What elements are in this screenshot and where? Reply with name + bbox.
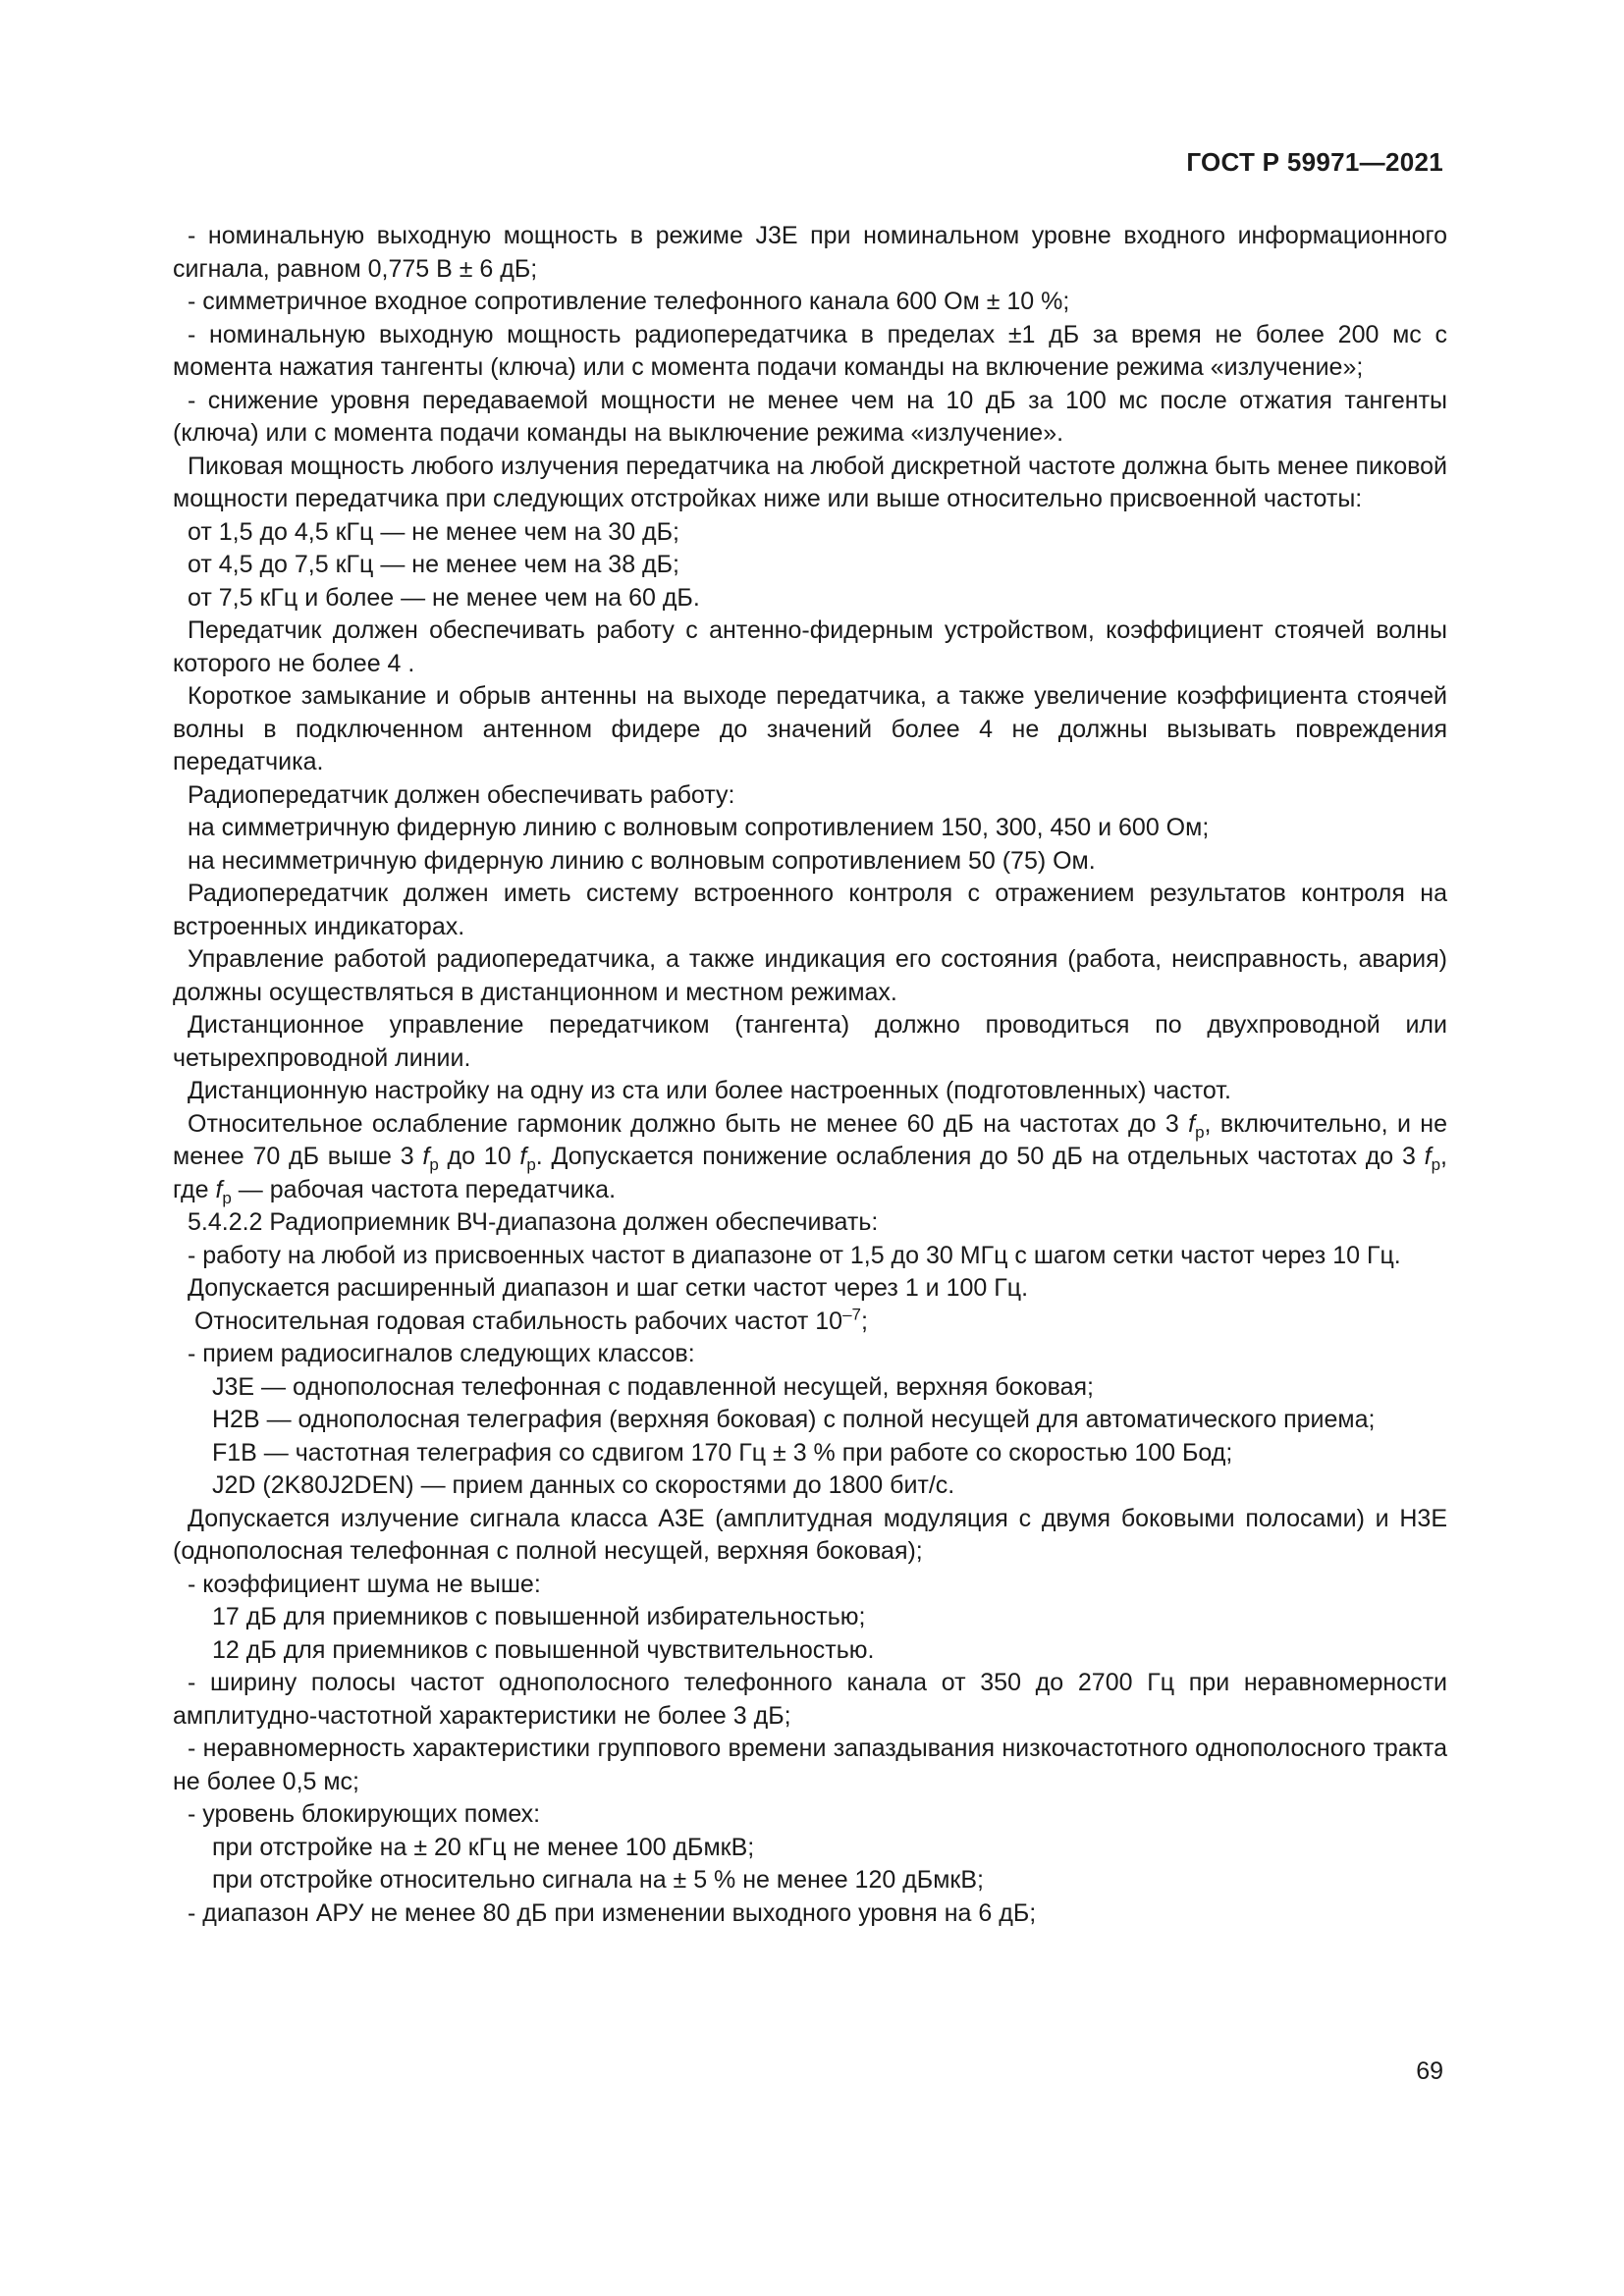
list-item: 17 дБ для приемников с повышенной избирательностью; xyxy=(212,1603,866,1630)
list-item: - симметричное входное сопротивление телефонного канала 600 Ом ± 10 %; xyxy=(188,288,1070,315)
paragraph: Допускается расширенный диапазон и шаг сетки частот через 1 и 100 Гц. xyxy=(188,1274,1029,1302)
list-item: J3E — однополосная телефонная с подавленной несущей, верхняя боковая; xyxy=(212,1372,1094,1401)
list-item: - работу на любой из присвоенных частот в диапазоне от 1,5 до 30 МГц с шагом сетки частот через 10 Гц. xyxy=(188,1241,1401,1269)
list-item: - ширину полосы частот однополосного телефонного канала от 350 до 2700 Гц при неравномерности амплитудно-частотной характеристики не более 3 дБ; xyxy=(173,1669,1447,1730)
page-number: 69 xyxy=(1416,2057,1443,2085)
list-item: - неравномерность характеристики группового времени запаздывания низкочастотного однополосного тракта не более 0,5 мс; xyxy=(173,1735,1447,1795)
paragraph: Передатчик должен обеспечивать работу с антенно-фидерным устройством, коэффициент стоячей волны которого не более 4 . xyxy=(173,616,1447,677)
list-item: F1B — частотная телеграфия со сдвигом 170 Гц ± 3 % при работе со скоростью 100 Бод; xyxy=(212,1438,1233,1467)
paragraph: Управление работой радиопередатчика, а также индикация его состояния (работа, неисправность, авария) должны осуществляться в дистанционном и местном режимах. xyxy=(173,945,1447,1006)
list-item: - диапазон АРУ не менее 80 дБ при изменении выходного уровня на 6 дБ; xyxy=(188,1898,1037,1927)
document-header: ГОСТ Р 59971—2021 xyxy=(1186,147,1443,177)
list-item: на несимметричную фидерную линию с волновым сопротивлением 50 (75) Ом. xyxy=(188,846,1096,875)
list-item: при отстройке на ± 20 кГц не менее 100 дБмкВ; xyxy=(212,1833,755,1861)
list-item: J2D (2K80J2DEN) — прием данных со скоростями до 1800 бит/с. xyxy=(212,1471,955,1499)
list-item: при отстройке относительно сигнала на ± 5 % не менее 120 дБмкВ; xyxy=(212,1866,984,1894)
list-item: 12 дБ для приемников с повышенной чувствительностью. xyxy=(212,1635,875,1664)
paragraph: Допускается излучение сигнала класса A3E (амплитудная модуляция с двумя боковыми полосами) и H3E (однополосная телефонная с полной несущей, верхняя боковая); xyxy=(173,1504,1447,1565)
list-item: - номинальную выходную мощность в режиме J3E при номинальном уровне входного информационного сигнала, равном 0,775 В ± 6 дБ; xyxy=(173,222,1447,283)
list-item: от 4,5 до 7,5 кГц — не менее чем на 38 дБ; xyxy=(188,551,679,578)
list-item: - номинальную выходную мощность радиопередатчика в пределах ±1 дБ за время не более 200 мс с момента нажатия тангенты (ключа) или с момента подачи команды на включение режима «излучение»; xyxy=(173,320,1447,381)
list-item: - прием радиосигналов следующих классов: xyxy=(188,1340,695,1367)
list-item: от 7,5 кГц и более — не менее чем на 60 дБ. xyxy=(188,583,700,612)
harmonics-paragraph: Относительное ослабление гармоник должно быть не менее 60 дБ на частотах до 3 $f_p$, включительно, и не менее 70 дБ выше 3 $f_p$ до 10 $f_p$. Допускается понижение ослабления до 50 дБ на отдельных частотах до 3 $f_p$, где $f_p$ — рабочая частота передатчика. xyxy=(173,1109,1448,1207)
section-heading: 5.4.2.2 Радиоприемник ВЧ-диапазона должен обеспечивать: xyxy=(188,1208,879,1236)
paragraph: Дистанционную настройку на одну из ста или более настроенных (подготовленных) частот. xyxy=(188,1077,1231,1104)
paragraph: Пиковая мощность любого излучения передатчика на любой дискретной частоте должна быть менее пиковой мощности передатчика при следующих отстройках ниже или выше относительно присвоенной частоты: xyxy=(173,452,1447,512)
paragraph: Короткое замыкание и обрыв антенны на выходе передатчика, а также увеличение коэффициента стоячей волны в подключенном антенном фидере до значений более 4 не должны вызывать повреждения передатчика. xyxy=(173,682,1447,775)
paragraph: Радиопередатчик должен обеспечивать работу: xyxy=(188,780,735,809)
paragraph: Дистанционное управление передатчиком (тангента) должно проводиться по двухпроводной или четырехпроводной линии. xyxy=(173,1011,1447,1072)
stability-paragraph: Относительная годовая стабильность рабочих частот $10^{-7}$; xyxy=(193,1305,868,1335)
list-item: на симметричную фидерную линию с волновым сопротивлением 150, 300, 450 и 600 Ом; xyxy=(188,814,1210,841)
list-item: - коэффициент шума не выше: xyxy=(188,1570,541,1598)
list-item: - снижение уровня передаваемой мощности не менее чем на 10 дБ за 100 мс после отжатия тангенты (ключа) или с момента подачи команды на выключение режима «излучение». xyxy=(173,386,1447,447)
list-item: - уровень блокирующих помех: xyxy=(188,1800,541,1828)
document-body xyxy=(173,220,1447,1930)
list-item: от 1,5 до 4,5 кГц — не менее чем на 30 дБ; xyxy=(188,517,679,546)
paragraph: Радиопередатчик должен иметь систему встроенного контроля с отражением результатов контроля на встроенных индикаторах. xyxy=(173,880,1447,940)
list-item: H2B — однополосная телеграфия (верхняя боковая) с полной несущей для автоматического приема; xyxy=(212,1406,1376,1433)
